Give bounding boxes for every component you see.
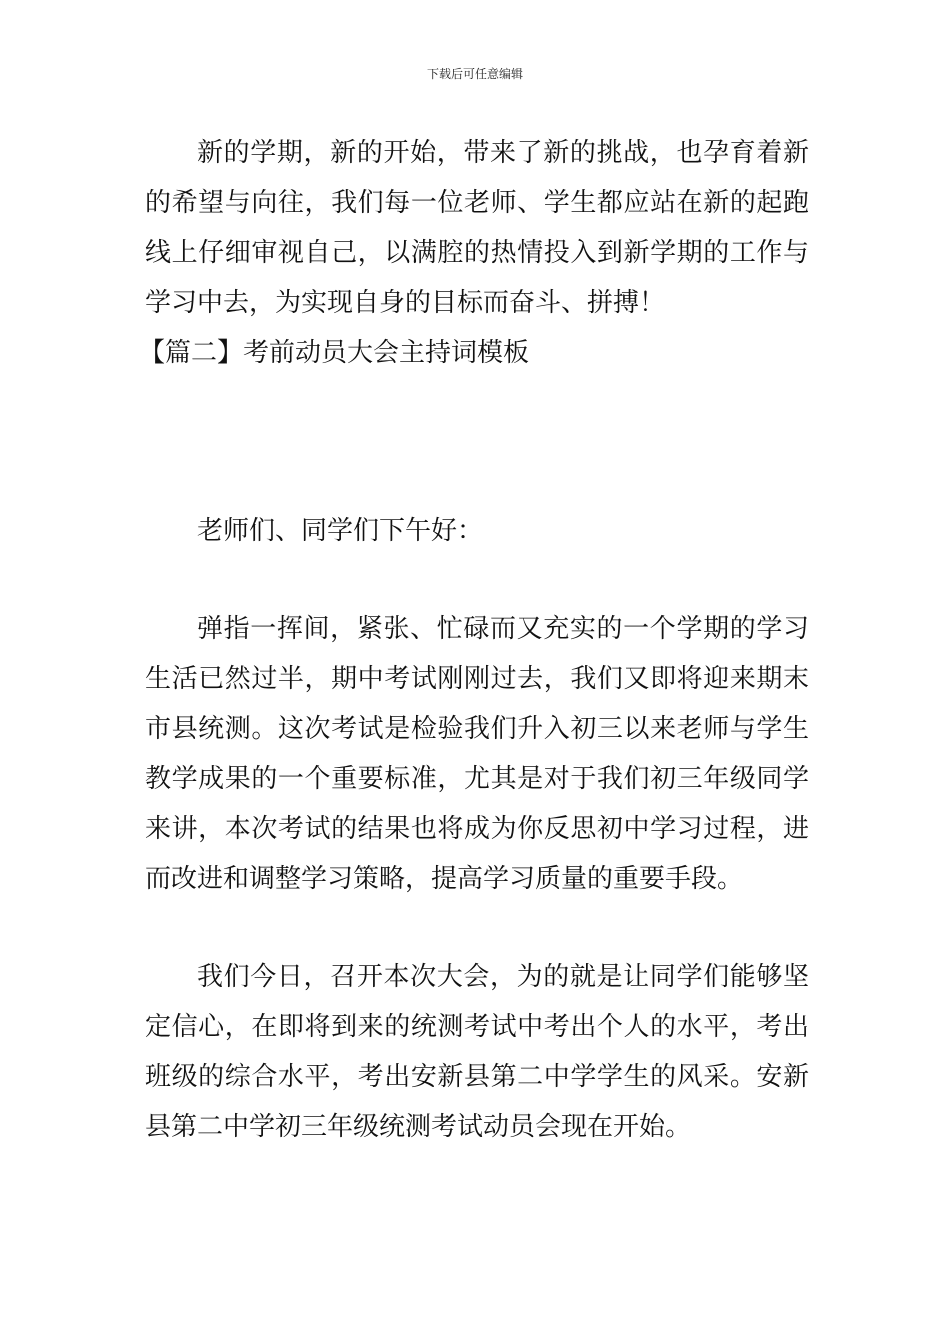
download-note: 下载后可任意编辑: [426, 67, 523, 81]
intro-paragraph: 新的学期，新的开始，带来了新的挑战，也孕育着新的希望与向往，我们每一位老师、学生都应站在新的起跑线上仔细审视自己，以满腔的热情投入到新学期的工作与学习中去，为实现自身的目标而奋斗、拼搏！: [145, 138, 809, 318]
spacer: [145, 904, 809, 952]
spacer: [145, 556, 809, 604]
section-heading: 【篇二】考前动员大会主持词模板: [139, 338, 530, 368]
document-body: [139, 128, 809, 1152]
body-paragraph-1: 弹指一挥间，紧张、忙碌而又充实的一个学期的学习生活已然过半，期中考试刚刚过去，我们又即将迎来期末市县统测。这次考试是检验我们升入初三以来老师与学生教学成果的一个重要标准，尤其是对于我们初三年级同学来讲，本次考试的结果也将成为你反思初中学习过程，进而改进和调整学习策略，提高学习质量的重要手段。: [145, 614, 809, 894]
greeting-paragraph: 老师们、同学们下午好：: [197, 516, 484, 546]
body-paragraph-2: 我们今日，召开本次大会，为的就是让同学们能够坚定信心，在即将到来的统测考试中考出个人的水平，考出班级的综合水平，考出安新县第二中学学生的风采。安新县第二中学初三年级统测考试动员会现在开始。: [145, 962, 809, 1142]
spacer: [145, 378, 809, 506]
